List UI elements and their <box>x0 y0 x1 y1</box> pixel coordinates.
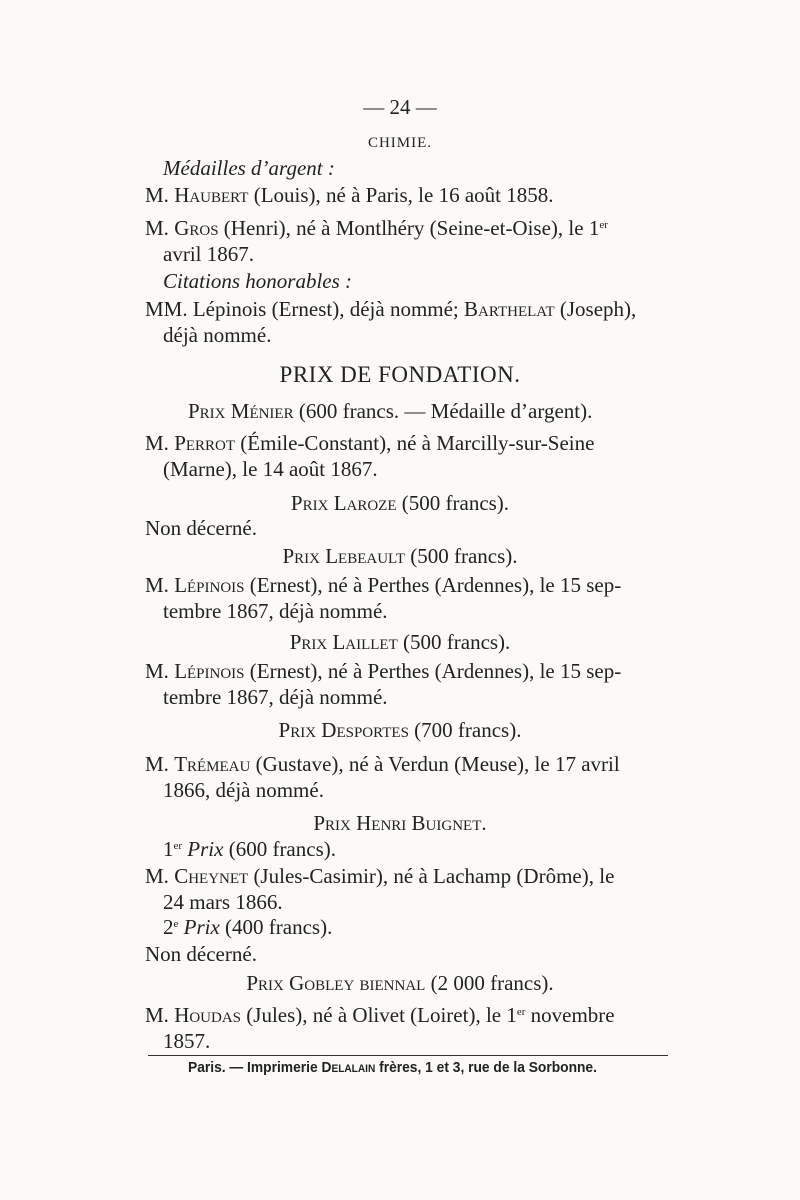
entry-details: (Joseph), <box>554 297 637 321</box>
prize-buignet <box>0 810 800 836</box>
prize-name: Ménier <box>230 399 294 423</box>
entry-prefix: M. <box>145 216 175 240</box>
entry-prefix: M. <box>145 573 175 597</box>
prize-label: Prix <box>178 915 220 939</box>
entry-perrot-continued: (Marne), le 14 août 1867. <box>163 457 378 481</box>
prize-menier <box>188 398 592 424</box>
prize-laillet <box>0 629 800 655</box>
prize-details: (600 francs. — Médaille d’argent). <box>293 399 593 423</box>
entry-desportes-winner <box>145 751 620 777</box>
person-name: Gros <box>174 216 219 240</box>
person-name: Houdas <box>174 1003 242 1027</box>
entry-cheynet <box>145 863 614 889</box>
entry-citations <box>145 296 636 322</box>
footer-text: Paris. — Imprimerie <box>188 1059 322 1076</box>
entry-details: (Jules), né à Olivet (Loiret), le 1 <box>241 1003 517 1027</box>
entry-prefix: M. <box>145 1003 175 1027</box>
prize-label: Prix <box>290 491 334 515</box>
buignet-first-prize <box>163 836 336 862</box>
person-name: Cheynet <box>174 864 249 888</box>
entry-prefix: M. <box>145 431 175 455</box>
prize-name: Lebeault <box>325 544 405 568</box>
entry-prefix: M. <box>145 864 175 888</box>
prize-label: Prix <box>289 630 333 654</box>
prize-label: Prix <box>246 971 290 995</box>
entry-houdas-continued: 1857. <box>163 1029 211 1053</box>
entry-details: MM. Lépinois (Ernest), déjà nommé; <box>145 297 465 321</box>
person-name: Lépinois <box>174 573 245 597</box>
buignet-second-prize <box>163 914 332 940</box>
entry-details: (Henri), né à Montlhéry (Seine-et-Oise), le 1 <box>218 216 600 240</box>
entry-details: novembre <box>525 1003 615 1027</box>
entry-details: (Jules-Casimir), né à Lachamp (Drôme), le <box>248 864 615 888</box>
prize-details: . <box>481 811 487 835</box>
laroze-result: Non décerné. <box>145 516 257 540</box>
prize-details: (400 francs). <box>219 915 333 939</box>
prize-gobley <box>0 970 800 996</box>
prize-details: (500 francs). <box>397 630 511 654</box>
ordinal-superscript: er <box>516 1006 526 1018</box>
buignet-second-result: Non décerné. <box>145 942 257 966</box>
person-name: Perrot <box>174 431 236 455</box>
prize-name: Laillet <box>332 630 398 654</box>
prize-name: Gobley biennal <box>289 971 426 995</box>
fondation-title: PRIX DE FONDATION. <box>279 362 521 387</box>
prize-label: Prix <box>282 544 326 568</box>
footer-rule <box>148 1055 668 1056</box>
prize-label: Prix <box>188 399 231 423</box>
entry-gros-continued: avril 1867. <box>163 242 254 266</box>
prize-details: (500 francs). <box>396 491 510 515</box>
entry-lebeault-continued: tembre 1867, déjà nommé. <box>163 599 388 623</box>
entry-gros <box>145 215 608 241</box>
entry-details: (Louis), né à Paris, le 16 août 1858. <box>248 183 554 207</box>
entry-cheynet-continued: 24 mars 1866. <box>163 890 283 914</box>
person-name: Trémeau <box>174 752 251 776</box>
entry-prefix: M. <box>145 659 175 683</box>
page-number: — 24 — <box>363 95 437 119</box>
ordinal-superscript: er <box>599 219 608 231</box>
prize-rank: 1 <box>163 837 174 861</box>
prize-details: (2 000 francs). <box>425 971 554 995</box>
prize-name: Desportes <box>321 718 409 742</box>
entry-details: (Émile-Constant), né à Marcilly-sur-Seine <box>235 431 595 455</box>
prize-label: Prix <box>278 718 322 742</box>
prize-details: (600 francs). <box>223 837 336 861</box>
person-name: Lépinois <box>174 659 245 683</box>
prize-laroze <box>0 490 800 516</box>
citations-heading: Citations honorables : <box>163 269 353 293</box>
person-name: Barthelat <box>464 297 555 321</box>
entry-laillet-winner <box>145 658 621 684</box>
prize-label: Prix <box>182 837 224 861</box>
prize-name: Laroze <box>333 491 397 515</box>
printer-footer <box>188 1058 597 1078</box>
prize-rank: 2 <box>163 915 174 939</box>
prize-desportes <box>0 717 800 743</box>
prize-details: (500 francs). <box>405 544 518 568</box>
footer-text: frères, 1 et 3, rue de la Sorbonne. <box>375 1059 597 1076</box>
prize-name: Henri Buignet <box>356 811 482 835</box>
prize-lebeault <box>0 543 800 569</box>
medailles-heading: Médailles d’argent : <box>163 156 335 180</box>
entry-details: (Ernest), né à Perthes (Ardennes), le 15 sep- <box>244 659 622 683</box>
entry-desportes-continued: 1866, déjà nommé. <box>163 778 324 802</box>
person-name: Haubert <box>174 183 249 207</box>
prize-label: Prix <box>313 811 357 835</box>
entry-houdas <box>145 1002 615 1028</box>
entry-prefix: M. <box>145 752 175 776</box>
entry-lebeault-winner <box>145 572 621 598</box>
entry-perrot <box>145 430 594 456</box>
section-title: CHIMIE. <box>367 135 433 151</box>
entry-citations-continued: déjà nommé. <box>163 323 272 347</box>
entry-details: (Gustave), né à Verdun (Meuse), le 17 avril <box>250 752 620 776</box>
ordinal-superscript: e <box>173 918 179 930</box>
prize-details: (700 francs). <box>408 718 522 742</box>
entry-laillet-continued: tembre 1867, déjà nommé. <box>163 685 388 709</box>
entry-details: (Ernest), né à Perthes (Ardennes), le 15 sep- <box>244 573 622 597</box>
entry-prefix: M. <box>145 183 175 207</box>
printer-name: Delalain <box>321 1059 376 1076</box>
entry-haubert <box>145 182 553 208</box>
ordinal-superscript: er <box>173 840 183 852</box>
